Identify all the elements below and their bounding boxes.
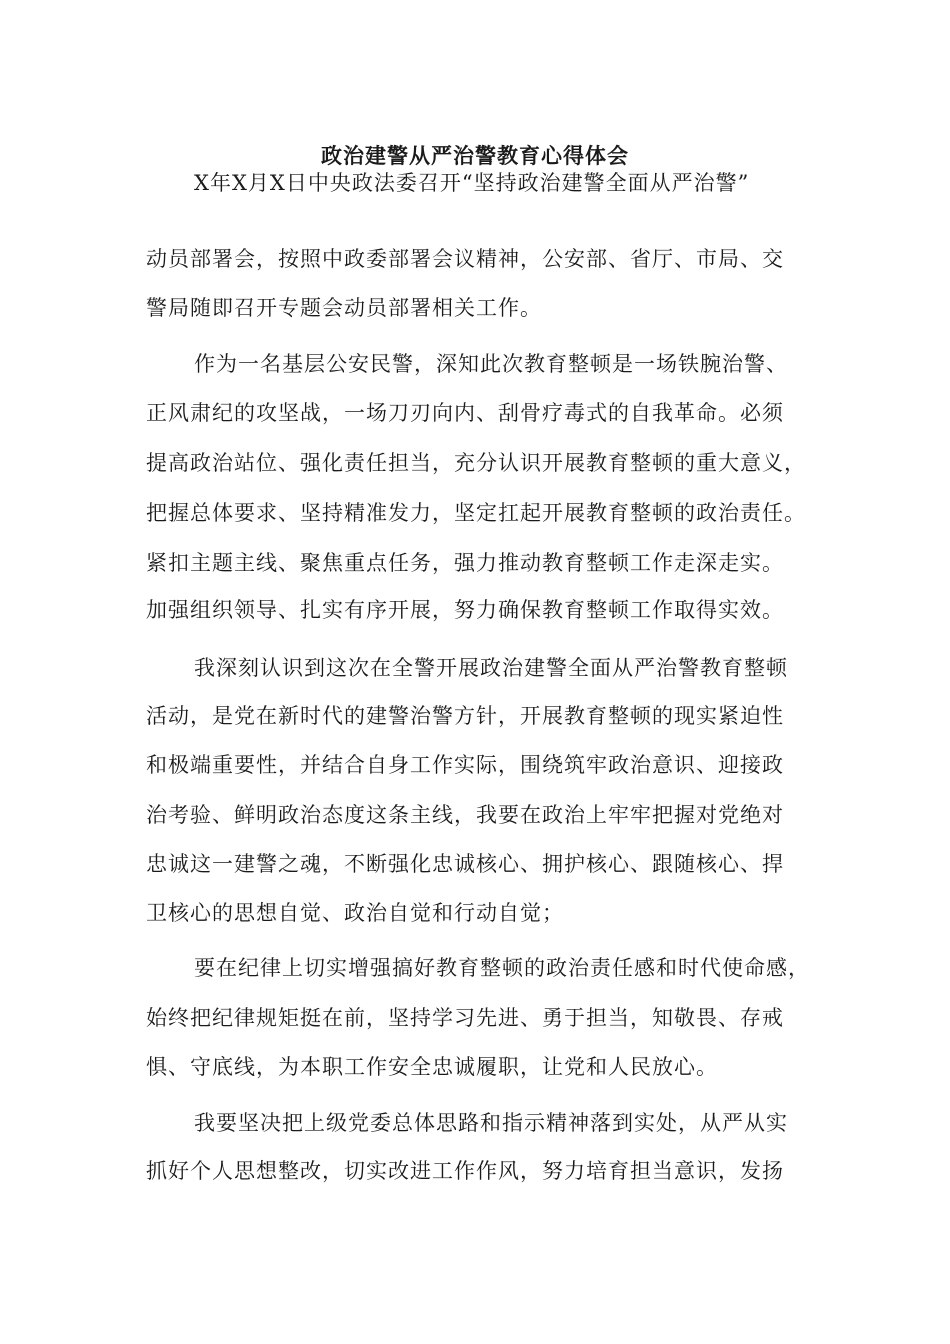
body-line: 提高政治站位、强化责任担当，充分认识开展教育整顿的重大意义， (146, 451, 806, 475)
body-line: 紧扣主题主线、聚焦重点任务，强力推动教育整顿工作走深走实。 (146, 551, 784, 575)
body-line: 活动，是党在新时代的建警治警方针，开展教育整顿的现实紧迫性 (146, 704, 784, 728)
body-line: 正风肃纪的攻坚战，一场刀刃向内、刮骨疗毒式的自我革命。必须 (146, 401, 784, 425)
body-line: 抓好个人思想整改，切实改进工作作风，努力培育担当意识，发扬 (146, 1159, 784, 1183)
body-line: 要在纪律上切实增强搞好教育整顿的政治责任感和时代使命感， (194, 956, 810, 980)
document-title: 政治建警从严治警教育心得体会 (321, 143, 629, 168)
body-line: 警局随即召开专题会动员部署相关工作。 (146, 296, 542, 320)
body-line: 忠诚这一建警之魂，不断强化忠诚核心、拥护核心、跟随核心、捍 (146, 852, 784, 876)
body-line: 卫核心的思想自觉、政治自觉和行动自觉； (146, 901, 564, 925)
body-line: 作为一名基层公安民警，深知此次教育整顿是一场铁腕治警、 (194, 352, 788, 376)
body-line: 和极端重要性，并结合自身工作实际，围绕筑牢政治意识、迎接政 (146, 753, 784, 777)
body-line: 加强组织领导、扎实有序开展，努力确保教育整顿工作取得实效。 (146, 598, 784, 622)
body-line: 把握总体要求、坚持精准发力，坚定扛起开展教育整顿的政治责任。 (146, 501, 806, 525)
body-line: 我深刻认识到这次在全警开展政治建警全面从严治警教育整顿 (194, 656, 788, 680)
body-line: X年X月X日中央政法委召开“坚持政治建警全面从严治警” (194, 171, 750, 195)
body-line: 始终把纪律规矩挺在前，坚持学习先进、勇于担当，知敬畏、存戒 (146, 1006, 784, 1030)
body-line: 治考验、鲜明政治态度这条主线，我要在政治上牢牢把握对党绝对 (146, 803, 784, 827)
body-line: 惧、守底线，为本职工作安全忠诚履职，让党和人民放心。 (146, 1055, 718, 1079)
body-line: 我要坚决把上级党委总体思路和指示精神落到实处，从严从实 (194, 1111, 788, 1135)
body-line: 动员部署会，按照中政委部署会议精神，公安部、省厅、市局、交 (146, 247, 784, 271)
